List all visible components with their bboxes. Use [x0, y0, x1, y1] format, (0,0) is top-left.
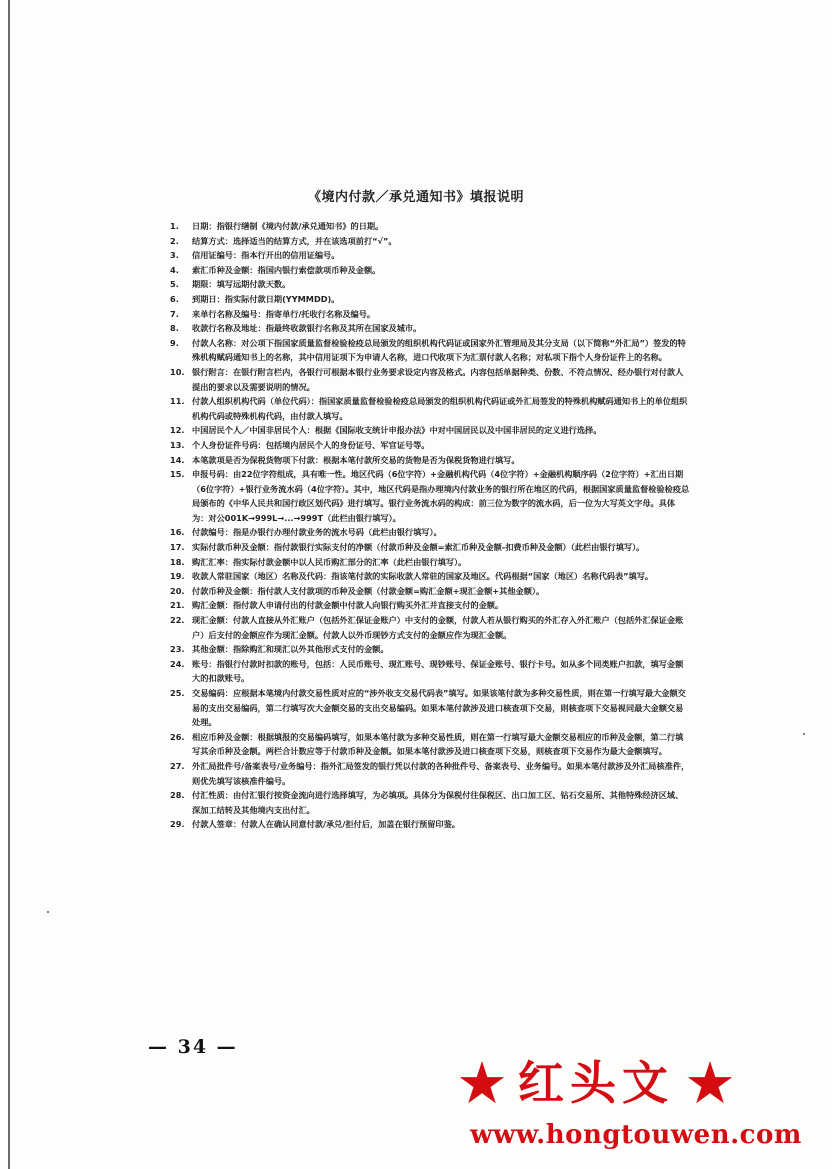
star-icon: ★: [684, 1049, 736, 1117]
instruction-item: [170, 307, 690, 322]
instruction-number: 15.: [170, 469, 185, 480]
instruction-item: [170, 336, 690, 365]
instruction-item: [170, 234, 690, 249]
instruction-item: [170, 525, 690, 540]
watermark: [440, 1049, 832, 1169]
instruction-item: [170, 817, 690, 832]
instruction-item: [170, 248, 690, 263]
instruction-item: [170, 365, 690, 394]
instruction-text: 现汇金额：付款人直接从外汇账户（包括外汇保证金账户）中支付的金额，付款人若从银行购买的外汇存入外汇账户（包括外汇保证金账户）后支付的金额应作为现汇金额。付款人以外币现钞方式支付的金额应作为现汇金额。: [192, 615, 684, 640]
instruction-number: 8.: [170, 323, 179, 334]
instruction-text: 账号：指银行付款时扣款的账号，包括：人民币账号、现汇账号、现钞账号、保证金账号、银行卡号。如从多个同类账户扣款，填写金额大的扣款账号。: [192, 658, 684, 684]
instruction-text: 购汇汇率：指实际付款金额中以人民币购汇部分的汇率（此栏由银行填写）。: [192, 556, 467, 567]
instruction-item: [170, 394, 690, 423]
instruction-number: 19.: [170, 571, 185, 582]
instruction-number: 11.: [170, 396, 185, 407]
instruction-number: 17.: [170, 542, 185, 553]
instruction-number: 22.: [170, 615, 185, 626]
instruction-text: 个人身份证件号码：包括境内居民个人的身份证号、军官证号等。: [192, 439, 430, 450]
instruction-item: [170, 788, 690, 817]
instruction-text: 中国居民个人／中国非居民个人：根据《国际收支统计申报办法》中对中国居民以及中国非居民的定义进行选择。: [192, 425, 602, 436]
instruction-text: 日期：指银行缮制《境内付款/承兑通知书》的日期。: [192, 221, 384, 231]
instruction-text: 付款人签章：付款人在确认同意付款/承兑/拒付后，加盖在银行预留印鉴。: [192, 819, 460, 830]
instruction-text: 相应币种及金额：根据填报的交易编码填写，如果本笔付款为多种交易性质，则在第一行填写最大金额交易相应的币种及金额，第二行填写其余币种及金额。两栏合计数应等于付款币种及金额。如果本笔付款涉及进口核查项下交易，则核查项下交易作为最大金额填写。: [192, 731, 684, 757]
instruction-item: [170, 759, 690, 788]
instruction-text: 到期日：指实际付款日期(YYMMDD)。: [192, 293, 340, 304]
instruction-item: [170, 292, 690, 307]
instruction-text: 购汇金额：指付款人申请付出的付款金额中付款人向银行购买外汇并直接支付的金额。: [192, 600, 504, 611]
instruction-item: [170, 263, 690, 278]
watermark-brand: [456, 1049, 736, 1117]
instruction-text: 交易编码：应根据本笔境内付款交易性质对应的“涉外收支交易代码表”填写。如果该笔付款为多种交易性质，则在第一行填写最大金额交易的支出交易编码，第二行填写次大金额交易的支出交易编码。如果本笔付款涉及进口核查项下交易，则核查项下交易视同最大金额交易处理。: [192, 688, 686, 728]
instruction-number: 29.: [170, 819, 185, 830]
instruction-item: [170, 569, 690, 584]
document-title: 《境内付款／承兑通知书》填报说明: [307, 190, 524, 205]
instruction-item: [170, 555, 690, 570]
instruction-number: 25.: [170, 688, 185, 698]
instruction-text: 索汇币种及金额：指国内银行索偿款项币种及金额。: [192, 264, 381, 275]
watermark-url: www.hongtouwen.com: [470, 1120, 802, 1150]
instruction-item: [170, 467, 690, 525]
instruction-item: [170, 730, 690, 759]
instruction-number: 4.: [170, 264, 179, 275]
instruction-number: 1.: [170, 221, 179, 231]
instruction-item: [170, 321, 690, 336]
instruction-text: 付款编号：指是办银行办理付款业务的流水号码（此栏由银行填写）。: [192, 527, 442, 538]
instruction-number: 7.: [170, 308, 179, 319]
instruction-item: [170, 598, 690, 613]
instruction-number: 9.: [170, 337, 179, 348]
instruction-text: 付款币种及金额：指付款人支付款项的币种及金额（付款金额=购汇金额+现汇金额+其他金额）。: [192, 585, 545, 596]
instruction-number: 20.: [170, 585, 185, 596]
instruction-text: 付款人组织机构代码（单位代码）：指国家质量监督检验检疫总局颁发的组织机构代码证或外汇局签发的特殊机构赋码通知书上的单位组织机构代码或特殊机构代码，由付款人填写。: [192, 396, 688, 421]
instruction-item: [170, 642, 690, 657]
instruction-text: 银行附言：在银行附言栏内，各银行可根据本银行业务要求设定内容及格式。内容包括单据种类、份数、不符点情况、经办银行对付款人提出的要求以及需要说明的情况。: [192, 366, 684, 392]
instruction-number: 14.: [170, 454, 185, 465]
star-icon: ★: [456, 1049, 508, 1117]
watermark-brand-name: 红头文: [518, 1056, 674, 1110]
instruction-number: 18.: [170, 556, 185, 567]
instruction-number: 3.: [170, 250, 179, 261]
instruction-number: 28.: [170, 790, 185, 801]
instruction-text: 实际付款币种及金额：指付款银行实际支付的净额（付款币种及金额=索汇币种及金额-扣费币种及金额）（此栏由银行填写）。: [192, 542, 645, 553]
scan-edge-line: [8, 0, 10, 1169]
instruction-item: [170, 453, 690, 468]
instruction-text: 申报号码：由22位字符组成，具有唯一性。地区代码（6位字符）+金融机构代码（4位字符）+金融机构顺序码（2位字符）+汇出日期（6位字符）+银行业务流水码（4位字符）。其中，地区代码是指办理境内付款业务的银行所在地区的代码，根据国家质量监督检验检疫总局颁布的《中华人民共和国行政区划代码》进行填写。银行业务流水码的构成：前三位为数字的流水码，后一位为大写英文字母。具体为：对公001K→999L→...→999T（此栏由银行填写）。: [192, 469, 690, 523]
instruction-item: [170, 540, 690, 555]
instruction-text: 信用证编号：指本行开出的信用证编号。: [192, 250, 340, 261]
instruction-number: 26.: [170, 731, 185, 742]
instruction-item: [170, 423, 690, 438]
instruction-item: [170, 219, 690, 234]
instruction-text: 结算方式：选择适当的结算方式，并在该选项前打“√”。: [192, 235, 397, 246]
instruction-number: 6.: [170, 293, 179, 304]
instruction-number: 27.: [170, 760, 185, 771]
instruction-text: 付款人名称：对公项下指国家质量监督检验检疫总局颁发的组织机构代码证或国家外汇管理局及其分支局（以下简称“外汇局”）签发的特殊机构赋码通知书上的名称，其中信用证项下为申请人名称，进口代收项下为汇票付款人名称；对私项下指个人身份证件上的名称。: [192, 337, 686, 363]
instruction-text: 收款行名称及地址：指最终收款银行名称及其所在国家及城市。: [192, 323, 422, 334]
scan-speck: [803, 733, 805, 735]
instruction-number: 12.: [170, 425, 185, 436]
instruction-text: 其他金额：指除购汇和现汇以外其他形式支付的金额。: [192, 644, 389, 655]
instruction-text: 付汇性质：由付汇银行按资金流向进行选择填写，为必填项。具体分为保税付往保税区、出口加工区、钻石交易所、其他特殊经济区域、深加工结转及其他境内支出付汇。: [192, 790, 684, 815]
instruction-text: 收款人常驻国家（地区）名称及代码：指该笔付款的实际收款人常驻的国家及地区。代码根据“国家（地区）名称代码表”填写。: [192, 571, 654, 582]
instruction-item: [170, 584, 690, 599]
instruction-item: [170, 438, 690, 453]
instruction-item: [170, 613, 690, 642]
instruction-number: 5.: [170, 279, 179, 290]
instruction-text: 外汇局批件号/备案表号/业务编号：指外汇局签发的银行凭以付款的各种批件号、备案表号、业务编号。如果本笔付款涉及外汇局核准件，则优先填写该核准件编号。: [192, 760, 690, 786]
instruction-item: [170, 277, 690, 292]
scan-speck: [47, 911, 49, 913]
instruction-number: 2.: [170, 235, 179, 246]
instruction-number: 13.: [170, 439, 185, 450]
instruction-list: [170, 219, 690, 832]
instruction-item: [170, 657, 690, 686]
instruction-text: 期限：填写远期付款天数。: [192, 279, 291, 290]
instruction-text: 来单行名称及编号：指寄单行/托收行名称及编号。: [192, 308, 376, 319]
instruction-item: [170, 686, 690, 730]
page-number: — 34 —: [148, 1036, 238, 1058]
instruction-number: 10.: [170, 366, 185, 377]
instruction-text: 本笔款项是否为保税货物项下付款：根据本笔付款所交易的货物是否为保税货物进行填写。: [192, 454, 520, 465]
instruction-number: 21.: [170, 600, 185, 611]
instruction-number: 24.: [170, 658, 185, 669]
instruction-number: 16.: [170, 527, 185, 538]
instruction-number: 23.: [170, 644, 185, 655]
